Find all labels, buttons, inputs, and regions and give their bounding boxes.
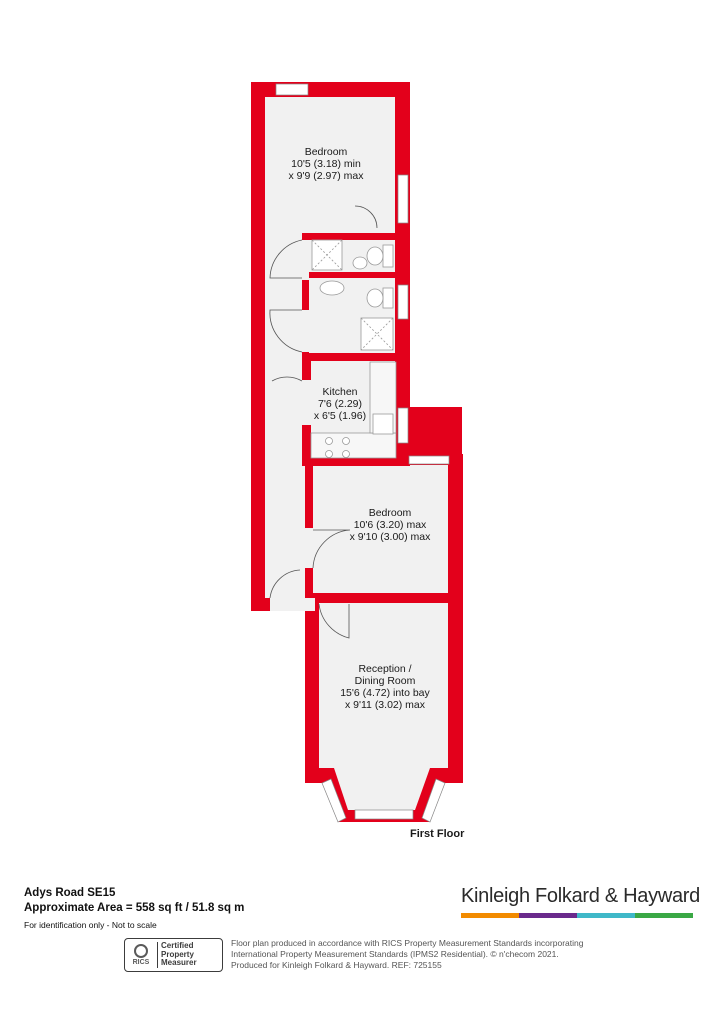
badge-line: Property: [161, 949, 194, 959]
room-dimension: x 9'9 (2.97) max: [288, 170, 364, 182]
rics-certified-badge: [124, 938, 223, 972]
disclaimer-line: International Property Measurement Standards (IPMS2 Residential). © n'checom 2021.: [231, 949, 559, 959]
room-name: Dining Room: [354, 675, 416, 687]
room-dimension: x 9'10 (3.00) max: [349, 531, 431, 543]
rics-logo-text: RICS: [132, 959, 150, 966]
room-name: Reception /: [358, 663, 412, 675]
room-dimension: x 6'5 (1.96): [313, 410, 367, 422]
badge-line: Certified: [161, 941, 194, 951]
approximate-area: Approximate Area = 558 sq ft / 51.8 sq m: [24, 902, 245, 914]
address-line: Adys Road SE15: [24, 887, 116, 899]
floor-label: First Floor: [410, 828, 465, 840]
brand-bar-purple: [519, 913, 577, 918]
rics-mark-icon: [134, 944, 148, 958]
rics-badge-text: [161, 942, 197, 968]
room-name: Bedroom: [304, 146, 348, 158]
room-dimension: 7'6 (2.29): [317, 398, 363, 410]
room-dimension: 10'5 (3.18) min: [291, 158, 361, 170]
room-dimension: 15'6 (4.72) into bay: [340, 687, 430, 699]
room-dimension: 10'6 (3.20) max: [353, 519, 427, 531]
room-name: Bedroom: [368, 507, 412, 519]
brand-bar-teal: [577, 913, 635, 918]
disclaimer-line: Produced for Kinleigh Folkard & Hayward. REF: 725155: [231, 960, 442, 970]
badge-divider: [157, 942, 158, 968]
room-name: Kitchen: [322, 386, 358, 398]
brand-bar-green: [635, 913, 693, 918]
address-block: [24, 886, 244, 933]
disclaimer-text: [231, 938, 583, 971]
brand-color-bars: [461, 913, 693, 918]
agency-brand: [461, 885, 700, 918]
brand-bar-orange: [461, 913, 519, 918]
disclaimer-line: Floor plan produced in accordance with RICS Property Measurement Standards incorporating: [231, 938, 584, 948]
scale-note: For identification only - Not to scale: [24, 920, 157, 930]
room-dimension: x 9'11 (3.02) max: [344, 699, 426, 711]
badge-line: Measurer: [161, 958, 197, 968]
rics-logo-icon: [128, 942, 154, 968]
agency-name: Kinleigh Folkard & Hayward: [461, 885, 700, 907]
